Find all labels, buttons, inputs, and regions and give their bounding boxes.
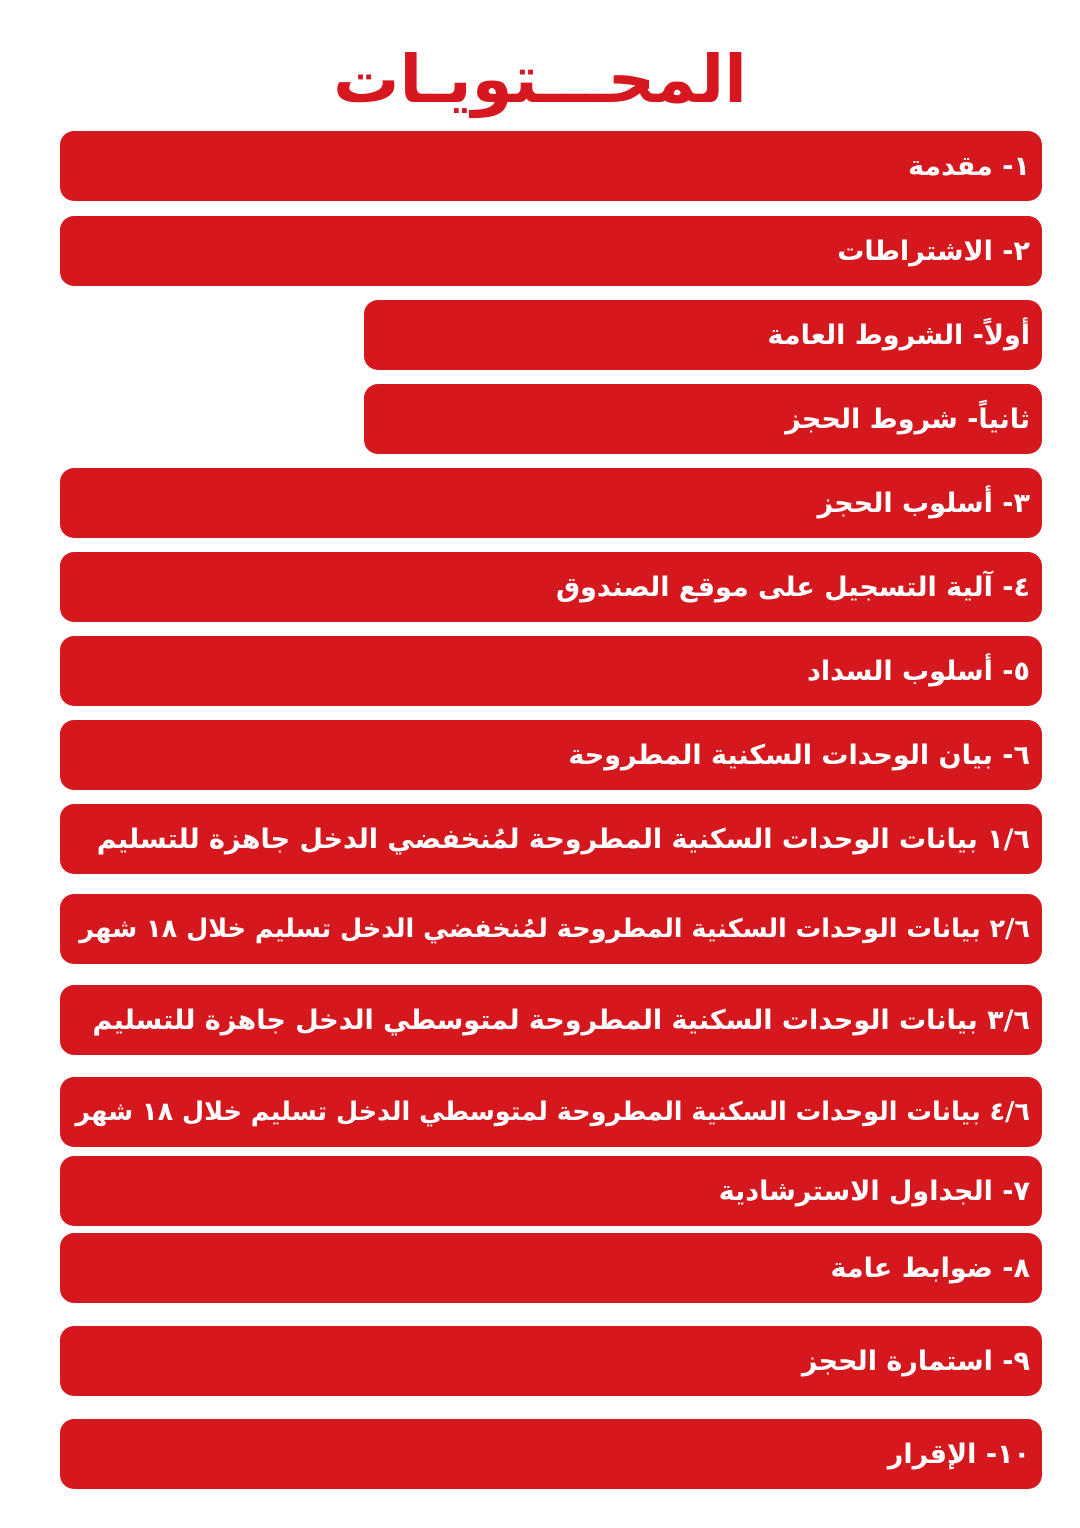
toc-item-requirements[interactable] xyxy=(60,216,1042,286)
toc-item-label: ٢- الاشتراطات xyxy=(837,235,1030,267)
toc-item-introduction[interactable] xyxy=(60,131,1042,201)
toc-subitem-6-3[interactable] xyxy=(60,985,1042,1055)
toc-subitem-general-conditions[interactable] xyxy=(364,300,1042,370)
toc-item-label: ٧- الجداول الاسترشادية xyxy=(718,1175,1030,1207)
toc-item-label: ٦- بيان الوحدات السكنية المطروحة xyxy=(568,739,1030,771)
toc-item-label: ٤/٦ بيانات الوحدات السكنية المطروحة لمتوسطي الدخل تسليم خلال ١٨ شهر xyxy=(75,1097,1030,1127)
toc-subitem-6-1[interactable] xyxy=(60,804,1042,874)
toc-item-label: ٢/٦ بيانات الوحدات السكنية المطروحة لمُنخفضي الدخل تسليم خلال ١٨ شهر xyxy=(79,914,1030,944)
toc-item-booking-method[interactable] xyxy=(60,468,1042,538)
toc-item-units-statement[interactable] xyxy=(60,720,1042,790)
toc-item-general-regulations[interactable] xyxy=(60,1233,1042,1303)
toc-item-booking-form[interactable] xyxy=(60,1326,1042,1396)
toc-item-label: ٨- ضوابط عامة xyxy=(830,1252,1030,1284)
toc-item-registration-mechanism[interactable] xyxy=(60,552,1042,622)
toc-item-label: أولاً- الشروط العامة xyxy=(767,319,1030,351)
toc-item-payment-method[interactable] xyxy=(60,636,1042,706)
toc-subitem-6-2[interactable] xyxy=(60,894,1042,964)
toc-item-label: ٣- أسلوب الحجز xyxy=(817,487,1030,519)
toc-item-declaration[interactable] xyxy=(60,1419,1042,1489)
toc-item-label: ٩- استمارة الحجز xyxy=(801,1345,1030,1377)
toc-item-label: ١٠- الإقرار xyxy=(887,1438,1030,1470)
page-title: المحـــتويـات xyxy=(333,41,747,118)
toc-item-label: ١- مقدمة xyxy=(908,150,1030,182)
toc-subitem-booking-conditions[interactable] xyxy=(364,384,1042,454)
toc-item-label: ٤- آلية التسجيل على موقع الصندوق xyxy=(555,571,1030,603)
toc-item-label: ٣/٦ بيانات الوحدات السكنية المطروحة لمتوسطي الدخل جاهزة للتسليم xyxy=(92,1004,1030,1036)
toc-subitem-6-4[interactable] xyxy=(60,1077,1042,1147)
toc-item-label: ثانياً- شروط الحجز xyxy=(785,403,1030,435)
toc-item-guidance-tables[interactable] xyxy=(60,1156,1042,1226)
toc-item-label: ٥- أسلوب السداد xyxy=(807,655,1030,687)
toc-item-label: ١/٦ بيانات الوحدات السكنية المطروحة لمُنخفضي الدخل جاهزة للتسليم xyxy=(96,823,1030,855)
